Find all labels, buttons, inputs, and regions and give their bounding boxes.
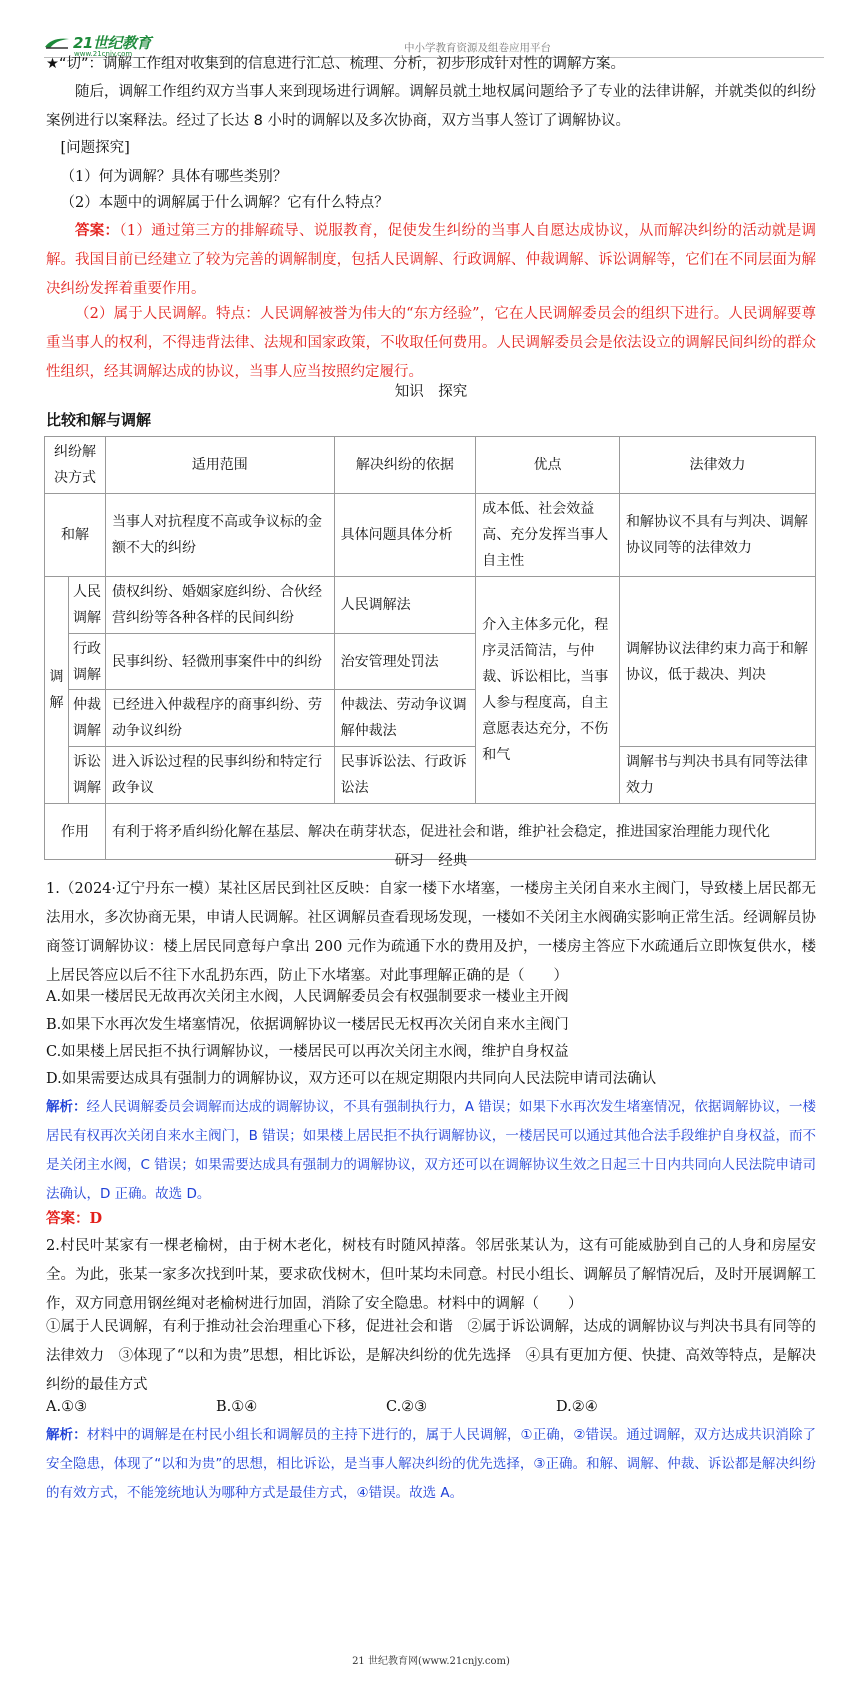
question-2-option-d: D.②④ [556, 1399, 598, 1415]
cell-xingzheng-name: 行政调解 [68, 634, 105, 690]
logo-text: 21世纪教育 [73, 34, 151, 52]
analysis-label: 解析： [46, 1099, 87, 1115]
cell-tiaojie-effect-2: 调解书与判决书具有同等法律效力 [619, 747, 815, 804]
cell-susong-name: 诉讼调解 [68, 747, 105, 804]
cell-heyjie-scope: 当事人对抗程度不高或争议标的金额不大的纠纷 [105, 494, 334, 577]
comparison-table [44, 436, 816, 860]
inquiry-question-2: （2）本题中的调解属于什么调解？它有什么特点？ [60, 195, 389, 211]
cell-renmin-basis: 人民调解法 [334, 577, 476, 634]
logo-swoosh-icon [44, 36, 70, 50]
cell-zhongcai-scope: 已经进入仲裁程序的商事纠纷、劳动争议纠纷 [105, 690, 334, 747]
cell-renmin-scope: 债权纠纷、婚姻家庭纠纷、合伙经营纠纷等各种各样的民间纠纷 [105, 577, 334, 634]
cell-heyjie-merit: 成本低、社会效益高、充分发挥当事人自主性 [476, 494, 620, 577]
question-1-analysis-text: 经人民调解委员会调解而达成的调解协议，不具有强制执行力，A 错误；如果下水再次发生堵塞情况，依据调解协议，一楼居民有权再次关闭自来水主阀门，B 错误；如果楼上居民拒不执行调解协议，一楼居民可以通过其他合法手段维护自身权益，而不是关闭主水阀，C 错误；如果需要达成具有强制力的调解协议，双方还可以在调解协议生效之日起三十日内共同向人民法院申请司法确认，D 正确。故选 D。 [46, 1099, 816, 1202]
cell-heyjie-effect: 和解协议不具有与判决、调解协议同等的法律效力 [619, 494, 815, 577]
question-2-analysis [46, 1421, 816, 1508]
header-basis: 解决纠纷的依据 [334, 437, 476, 494]
table-header-row [45, 437, 816, 494]
inquiry-answer-2: （2）属于人民调解。特点：人民调解被誉为伟大的“东方经验”，它在人民调解委员会的组织下进行。人民调解要尊重当事人的权利，不得违背法律、法规和国家政策，不收取任何费用。人民调解委员会是依法设立的调解民间纠纷的群众性组织，经其调解达成的协议，当事人应当按照约定履行。 [46, 306, 816, 380]
cell-xingzheng-scope: 民事纠纷、轻微刑事案件中的纠纷 [105, 634, 334, 690]
cell-zhongcai-name: 仲裁调解 [68, 690, 105, 747]
question-2-option-a: A.①③ [46, 1399, 88, 1415]
question-1-answer: 答案：D [46, 1210, 103, 1227]
table-row [45, 494, 816, 577]
header-method: 纠纷解决方式 [45, 437, 106, 494]
site-title: 中小学教育资源及组卷应用平台 [404, 42, 551, 54]
answer-label: 答案： [75, 222, 120, 239]
study-section-title: 研习 经典 [394, 853, 468, 869]
cell-tiaojie-effect-1: 调解协议法律约束力高于和解协议，低于裁决、判决 [619, 577, 815, 747]
cell-xingzheng-basis: 治安管理处罚法 [334, 634, 476, 690]
question-1-option-c: C.如果楼上居民拒不执行调解协议，一楼居民可以再次关闭主水阀，维护自身权益 [46, 1044, 569, 1060]
table-row [45, 577, 816, 634]
knowledge-section-title: 知识 探究 [394, 384, 468, 400]
question-2-option-b: B.①④ [216, 1399, 258, 1415]
intro-line-1: ★“切”：调解工作组对收集到的信息进行汇总、梳理、分析，初步形成针对性的调解方案。 [46, 56, 626, 72]
header-effect: 法律效力 [619, 437, 815, 494]
question-2-options [46, 1393, 816, 1422]
site-logo[interactable] [44, 36, 151, 50]
question-1-stem: 1.（2024·辽宁丹东一模）某社区居民到社区反映：自家一楼下水堵塞，一楼房主关闭自来水主阀门，导致楼上居民都无法用水，多次协商无果，申请人民调解。社区调解员查看现场发现，一楼如不关闭主水阀确实影响正常生活。经调解员协商签订调解协议：楼上居民同意每户拿出 200 元作为疏通下水的费用及护，一楼房主答应下水疏通后立即恢复供水，楼上居民答应以后不往下水乱扔东西，防止下水堵塞。对此事理解正确的是（ ） [46, 881, 816, 984]
logo-url: www.21cnjy.com [74, 50, 133, 58]
question-1-option-a: A.如果一楼居民无故再次关闭主水阀，人民调解委员会有权强制要求一楼业主开阀 [46, 989, 569, 1005]
question-1-option-d: D.如果需要达成具有强制力的调解协议，双方还可以在规定期限内共同向人民法院申请司法确认 [46, 1071, 657, 1087]
cell-renmin-name: 人民调解 [68, 577, 105, 634]
cell-susong-scope: 进入诉讼过程的民事纠纷和特定行政争议 [105, 747, 334, 804]
cell-susong-basis: 民事诉讼法、行政诉讼法 [334, 747, 476, 804]
cell-role-label: 作用 [45, 804, 106, 860]
inquiry-question-1: （1）何为调解？具体有哪些类别？ [60, 169, 288, 185]
cell-heyjie-basis: 具体问题具体分析 [334, 494, 476, 577]
inquiry-answer-1 [46, 216, 816, 304]
table-row [45, 747, 816, 804]
question-2-analysis-text: 材料中的调解是在村民小组长和调解员的主持下进行的，属于人民调解，①正确，②错误。通过调解，双方达成共识消除了安全隐患，体现了“以和为贵”的思想，相比诉讼，是当事人解决纠纷的优先选择，③正确。和解、调解、仲裁、诉讼都是解决纠纷的有效方式，不能笼统地认为哪种方式是最佳方式，④错误。故选 A。 [46, 1427, 816, 1501]
cell-tiaojie-group: 调解 [45, 577, 69, 804]
knowledge-subtitle: 比较和解与调解 [46, 411, 152, 429]
question-2-items: ①属于人民调解，有利于推动社会治理重心下移，促进社会和谐 ②属于诉讼调解，达成的调解协议与判决书具有同等的法律效力 ③体现了“以和为贵”思想，相比诉讼，是解决纠纷的优先选择 ④具有更加方便、快捷、高效等特点，是解决纠纷的最佳方式 [46, 1319, 816, 1393]
header-merit: 优点 [476, 437, 620, 494]
cell-zhongcai-basis: 仲裁法、劳动争议调解仲裁法 [334, 690, 476, 747]
question-2-stem: 2.村民叶某家有一棵老榆树，由于树木老化，树枝有时随风掉落。邻居张某认为，这有可能威胁到自己的人身和房屋安全。为此，张某一家多次找到叶某，要求砍伐树木，但叶某均未同意。村民小组长、调解员了解情况后，及时开展调解工作，双方同意用钢丝绳对老榆树进行加固，消除了安全隐患。材料中的调解（ ） [46, 1238, 816, 1312]
cell-heyjie-name: 和解 [45, 494, 106, 577]
answer-1-text: （1）通过第三方的排解疏导、说服教育，促使发生纠纷的当事人自愿达成协议，从而解决纠纷的活动就是调解。我国目前已经建立了较为完善的调解制度，包括人民调解、行政调解、仲裁调解、诉讼调解等，它们在不同层面为解决纠纷发挥着重要作用。 [46, 223, 816, 297]
question-2-option-c: C.②③ [386, 1399, 428, 1415]
analysis-label: 解析： [46, 1427, 87, 1443]
header-scope: 适用范围 [105, 437, 334, 494]
cell-tiaojie-merit: 介入主体多元化，程序灵活简洁，与仲裁、诉讼相比，当事人参与程度高，自主意愿表达充分，不伤和气 [476, 577, 620, 804]
inquiry-title: [问题探究] [60, 140, 130, 156]
question-1-analysis [46, 1093, 816, 1209]
intro-line-2: 随后，调解工作组约双方当事人来到现场进行调解。调解员就土地权属问题给予了专业的法律讲解，并就类似的纠纷案例进行以案释法。经过了长达 8 小时的调解以及多次协商，双方当事人签订了调解协议。 [46, 84, 816, 129]
page-footer: 21 世纪教育网(www.21cnjy.com) [352, 1656, 510, 1667]
cell-role-text: 有利于将矛盾纠纷化解在基层、解决在萌芽状态，促进社会和谐，维护社会稳定，推进国家治理能力现代化 [105, 804, 815, 860]
question-1-option-b: B.如果下水再次发生堵塞情况，依据调解协议一楼居民无权再次关闭自来水主阀门 [46, 1017, 569, 1033]
